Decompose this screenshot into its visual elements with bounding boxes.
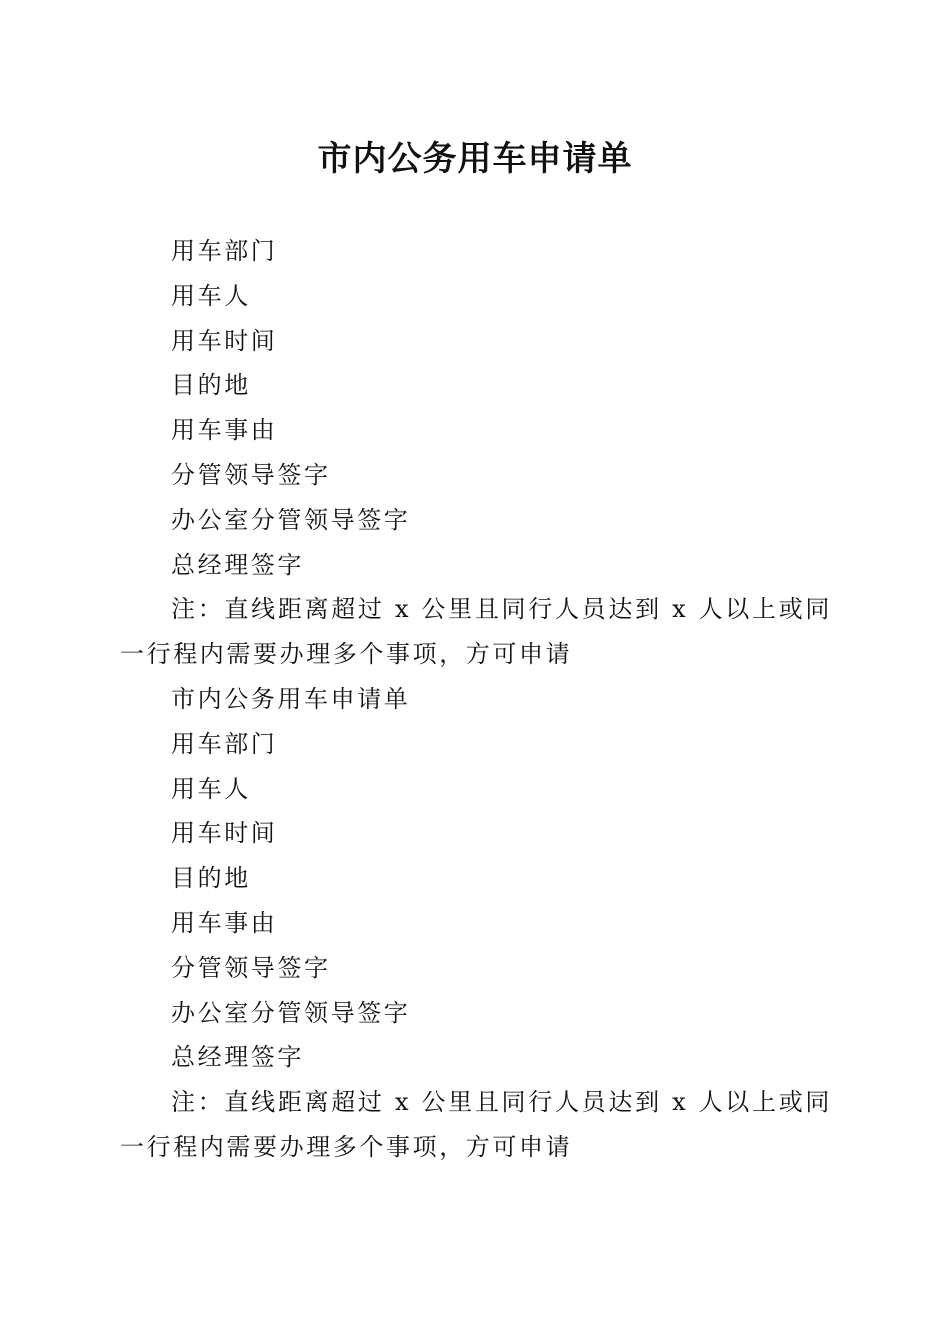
field-label-time: 用车时间	[171, 819, 278, 848]
field-label-supervisor-signature: 分管领导签字	[171, 460, 331, 489]
field-label-destination: 目的地	[171, 864, 251, 893]
field-label-time: 用车时间	[171, 326, 278, 355]
field-label-user: 用车人	[171, 774, 251, 803]
field-label-office-supervisor-signature: 办公室分管领导签字	[171, 998, 411, 1027]
field-label-department: 用车部门	[171, 729, 278, 758]
field-label-reason: 用车事由	[171, 908, 278, 937]
field-label-reason: 用车事由	[171, 416, 278, 445]
field-label-department: 用车部门	[171, 237, 278, 265]
field-label-general-manager-signature: 总经理签字	[171, 1043, 304, 1072]
field-label-general-manager-signature: 总经理签字	[171, 550, 304, 579]
note-paragraph: 注：直线距离超过 x 公里且同行人员达到 x 人以上或同一行程内需要办理多个事项，方可申请	[120, 1088, 832, 1161]
note-paragraph: 注：直线距离超过 x 公里且同行人员达到 x 人以上或同一行程内需要办理多个事项，方可申请	[120, 595, 832, 669]
field-label-office-supervisor-signature: 办公室分管领导签字	[171, 505, 411, 534]
document-title: 市内公务用车申请单	[317, 139, 633, 179]
document-body	[120, 229, 832, 1170]
field-label-user: 用车人	[171, 281, 251, 310]
field-label-destination: 目的地	[171, 371, 251, 400]
section-heading: 市内公务用车申请单	[171, 684, 411, 713]
field-label-supervisor-signature: 分管领导签字	[171, 953, 331, 982]
